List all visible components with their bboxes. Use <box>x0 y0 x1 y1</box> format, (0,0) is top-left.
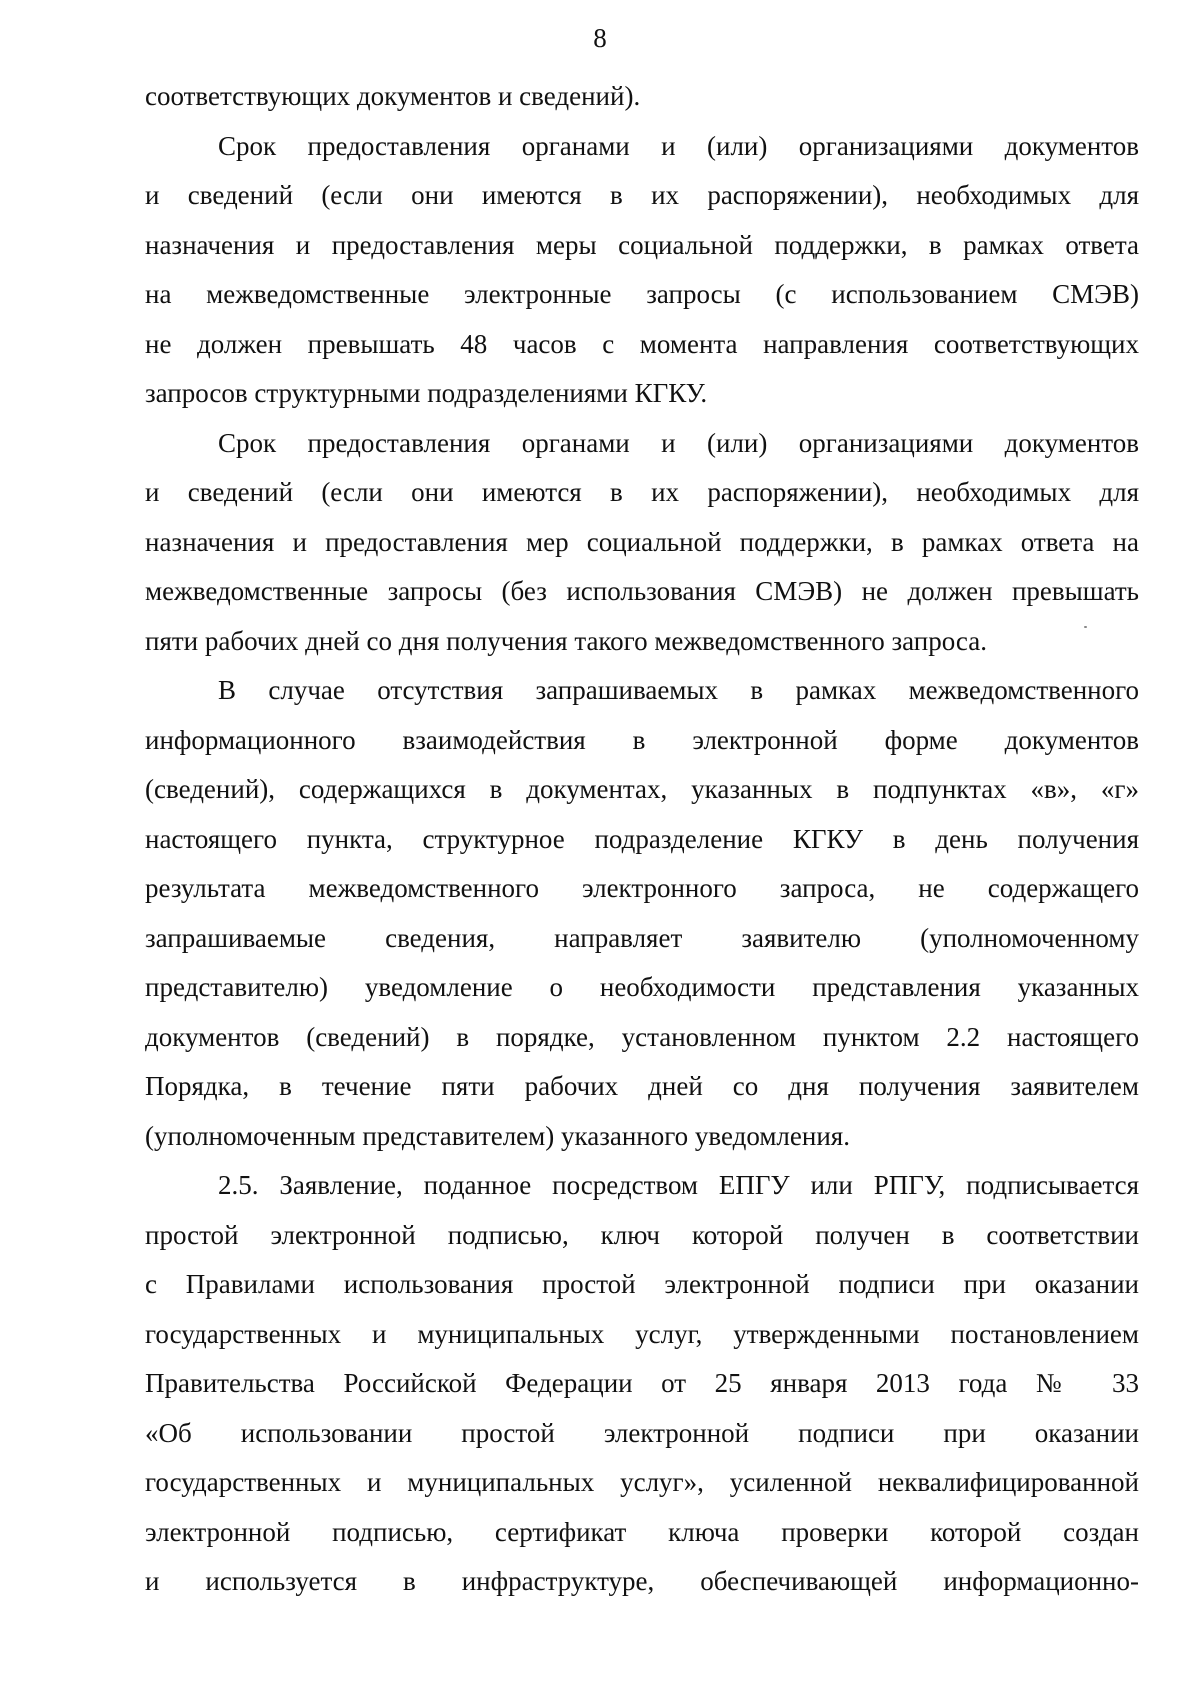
text-line: пяти рабочих дней со дня получения такого межведомственного запроса. <box>145 625 987 656</box>
text-line: государственных и муниципальных услуг», усиленной неквалифицированной <box>145 1467 1139 1497</box>
text-line: и сведений (если они имеются в их распоряжении), необходимых для <box>145 180 1139 210</box>
text-line: на межведомственные электронные запросы (с использованием СМЭВ) <box>145 279 1139 309</box>
text-line: Правительства Российской Федерации от 25 января 2013 года № 33 <box>145 1368 1139 1398</box>
text-line: настоящего пункта, структурное подразделение КГКУ в день получения <box>145 823 1139 854</box>
text-line: не должен превышать 48 часов с момента направления соответствующих <box>145 328 1139 359</box>
text-line: простой электронной подписью, ключ которой получен в соответствии <box>145 1219 1139 1250</box>
text-line: соответствующих документов и сведений). <box>145 81 641 111</box>
text-line: (уполномоченным представителем) указанного уведомления. <box>145 1120 850 1151</box>
text-line: результата межведомственного электронного запроса, не содержащего <box>145 873 1139 903</box>
text-line: электронной подписью, сертификат ключа проверки которой создан <box>145 1516 1139 1547</box>
text-line: назначения и предоставления мер социальной поддержки, в рамках ответа на <box>145 526 1139 557</box>
text-line: Срок предоставления органами и (или) организациями документов <box>218 427 1139 458</box>
text-line: представителю) уведомление о необходимости представления указанных <box>145 972 1139 1002</box>
text-line: запросов структурными подразделениями КГКУ. <box>145 378 708 408</box>
document-body <box>145 72 1139 1607</box>
text-line: межведомственные запросы (без использования СМЭВ) не должен превышать <box>145 576 1139 606</box>
text-line: информационного взаимодействия в электронной форме документов <box>145 724 1139 755</box>
text-line: В случае отсутствия запрашиваемых в рамках межведомственного <box>218 675 1139 705</box>
text-line: и сведений (если они имеются в их распоряжении), необходимых для <box>145 477 1139 507</box>
page-number: 8 <box>593 23 607 53</box>
text-line: 2.5. Заявление, поданное посредством ЕПГУ или РПГУ, подписывается <box>218 1170 1139 1200</box>
text-line: назначения и предоставления меры социальной поддержки, в рамках ответа <box>145 229 1139 260</box>
text-line: (сведений), содержащихся в документах, указанных в подпунктах «в», «г» <box>145 774 1139 804</box>
text-line: документов (сведений) в порядке, установленном пунктом 2.2 настоящего <box>145 1021 1139 1052</box>
text-line: «Об использовании простой электронной подписи при оказании <box>145 1417 1139 1448</box>
text-line: государственных и муниципальных услуг, утвержденными постановлением <box>145 1318 1139 1349</box>
text-line: с Правилами использования простой электронной подписи при оказании <box>145 1269 1139 1299</box>
text-line: запрашиваемые сведения, направляет заявителю (уполномоченному <box>145 922 1139 953</box>
text-line: Срок предоставления органами и (или) организациями документов <box>218 130 1139 161</box>
text-line: и используется в инфраструктуре, обеспечивающей информационно- <box>145 1566 1139 1596</box>
scan-speck <box>1084 626 1087 628</box>
text-line: Порядка, в течение пяти рабочих дней со дня получения заявителем <box>145 1071 1139 1101</box>
